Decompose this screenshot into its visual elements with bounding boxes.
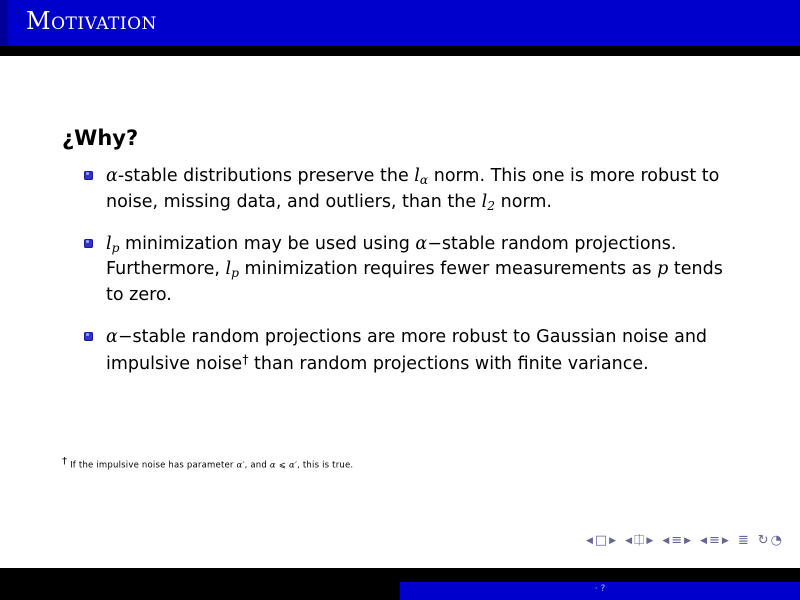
- bullet-list: [84, 164, 740, 393]
- chevron-left-icon: ◀: [625, 535, 633, 546]
- frame-icon: ⎅: [634, 533, 645, 548]
- bullet-text-1: $l_p$ minimization may be used using α−stable random projections. Furthermore, $l_p$ minimization requires fewer measurements as p tends to zero.: [106, 233, 723, 306]
- footnote: † If the impulsive noise has parameter α′, and α ⩽ α′, this is true.: [62, 456, 354, 471]
- header-accent-stripe: [0, 0, 8, 46]
- nav-last-slide[interactable]: [738, 533, 749, 548]
- bullet-marker-icon: [84, 332, 93, 341]
- nav-prev-frame[interactable]: [625, 533, 653, 548]
- nav-first-slide[interactable]: [586, 533, 616, 548]
- square-icon: □: [594, 533, 608, 548]
- lines-icon: ≡: [671, 533, 683, 548]
- bullet-marker-icon: [84, 171, 93, 180]
- page-number: · ?: [594, 584, 606, 594]
- navigation-bar[interactable]: [586, 533, 782, 548]
- chevron-left-icon: ◀: [700, 535, 708, 546]
- slide-content: [0, 56, 800, 568]
- circle-icon: ↻: [757, 533, 769, 548]
- list-item: [84, 164, 740, 216]
- lines-icon: ≡: [709, 533, 720, 548]
- nav-next-slide[interactable]: [700, 533, 729, 548]
- page-title: Motivation: [26, 7, 157, 35]
- header-divider: [0, 46, 800, 56]
- chevron-right-icon: ▶: [721, 535, 729, 546]
- chevron-right-icon: ▶: [609, 535, 617, 546]
- chevron-right-icon: ▶: [684, 535, 692, 546]
- chevron-left-icon: ◀: [585, 535, 593, 546]
- nav-prev-slide[interactable]: [662, 533, 691, 548]
- circle-icon: ◔: [770, 533, 782, 548]
- bullet-text-0: α-stable distributions preserve the $l_\alpha$ norm. This one is more robust to noise, missing data, and outliers, than the $l_2$ norm.: [106, 166, 720, 213]
- lines-icon: ≣: [737, 533, 749, 548]
- bullet-marker-icon: [84, 239, 93, 248]
- section-title: ¿Why?: [62, 126, 139, 150]
- nav-loop[interactable]: [758, 533, 782, 548]
- chevron-left-icon: ◀: [662, 535, 670, 546]
- bullet-text-2: α−stable random projections are more robust to Gaussian noise and impulsive noise† than random projections with finite variance.: [106, 326, 708, 374]
- slide-header: [0, 0, 800, 46]
- chevron-right-icon: ▶: [646, 535, 654, 546]
- list-item: [84, 232, 740, 309]
- list-item: [84, 325, 740, 377]
